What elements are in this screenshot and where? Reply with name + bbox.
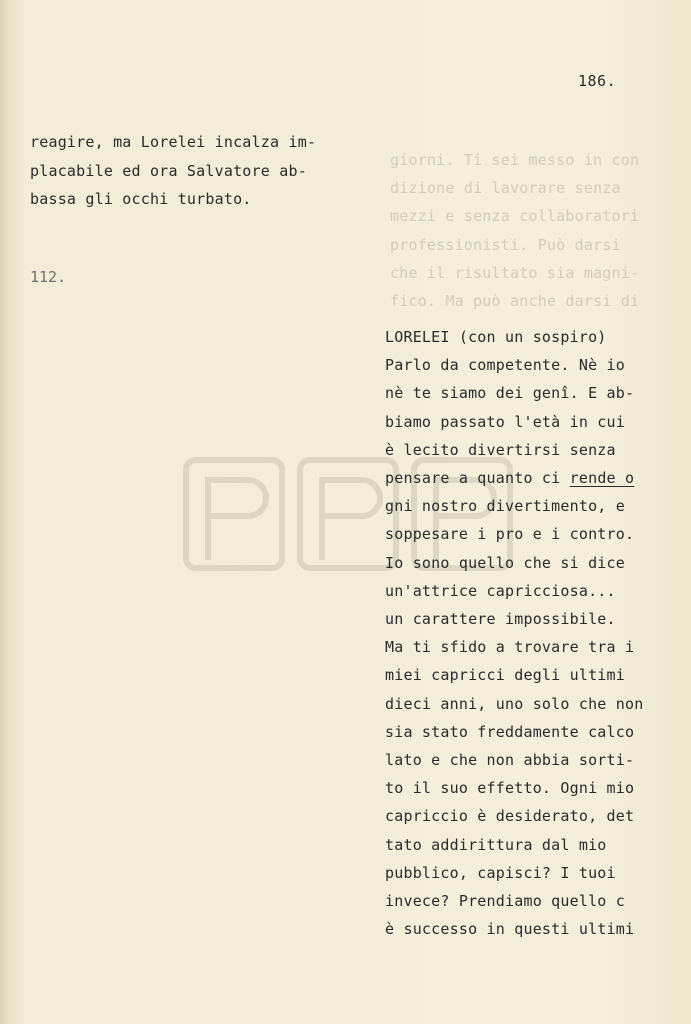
text-line: giorni. Ti sei messo in con: [390, 151, 640, 169]
text-line: nè te siamo dei genî. E ab-: [385, 384, 635, 403]
text-line: gni nostro divertimento, e: [385, 497, 625, 516]
text-line-with-underline: [385, 464, 685, 492]
text-line: un'attrice capricciosa...: [385, 581, 616, 600]
text-line: Io sono quello che si dice: [385, 553, 625, 572]
text-line: biamo passato l'età in cui: [385, 412, 625, 431]
page-number: 186.: [578, 72, 617, 90]
text-line: un carattere impossibile.: [385, 610, 616, 629]
text-line: invece? Prendiamo quello c: [385, 892, 625, 911]
text-line: pubblico, capisci? I tuoi: [385, 863, 616, 882]
text-line: che il risultato sia magni-: [390, 263, 640, 282]
text-line: soppesare i pro e i contro.: [385, 525, 635, 544]
text-line: dieci anni, uno solo che non: [385, 694, 644, 713]
text-line: professionisti. Può darsi: [390, 235, 621, 254]
text-line: Ma ti sfido a trovare tra i: [385, 638, 635, 657]
text-line: tato addirittura dal mio: [385, 835, 607, 854]
text-line: miei capricci degli ultimi: [385, 666, 625, 685]
text-line: dizione di lavorare senza: [390, 179, 621, 198]
text-line: Parlo da competente. Nè io: [385, 356, 625, 375]
speaker-line: LORELEI (con un sospiro): [385, 328, 607, 346]
text-line: capriccio è desiderato, det: [385, 807, 635, 826]
text-line: placabile ed ora Salvatore ab-: [30, 161, 307, 180]
underlined-text: rende o: [569, 469, 635, 488]
text-line: bassa gli occhi turbato.: [30, 190, 252, 208]
stage-direction: [30, 128, 340, 214]
text-line: to il suo effetto. Ogni mio: [385, 779, 635, 798]
text-line: fico. Ma può anche darsi di: [390, 292, 640, 311]
text-line: reagire, ma Lorelei incalza im-: [30, 133, 317, 151]
text-line: è successo in questi ultimi: [385, 920, 635, 939]
bleed-through-text: [390, 146, 670, 315]
text-line: è lecito divertirsi senza: [385, 440, 616, 459]
scene-number: 112.: [30, 268, 67, 286]
text-line: sia stato freddamente calco: [385, 722, 635, 741]
dialogue-block: [385, 323, 685, 943]
text-fragment: pensare a quanto ci: [385, 469, 570, 488]
text-line: mezzi e senza collaboratori: [390, 207, 640, 226]
text-line: lato e che non abbia sorti-: [385, 751, 635, 770]
